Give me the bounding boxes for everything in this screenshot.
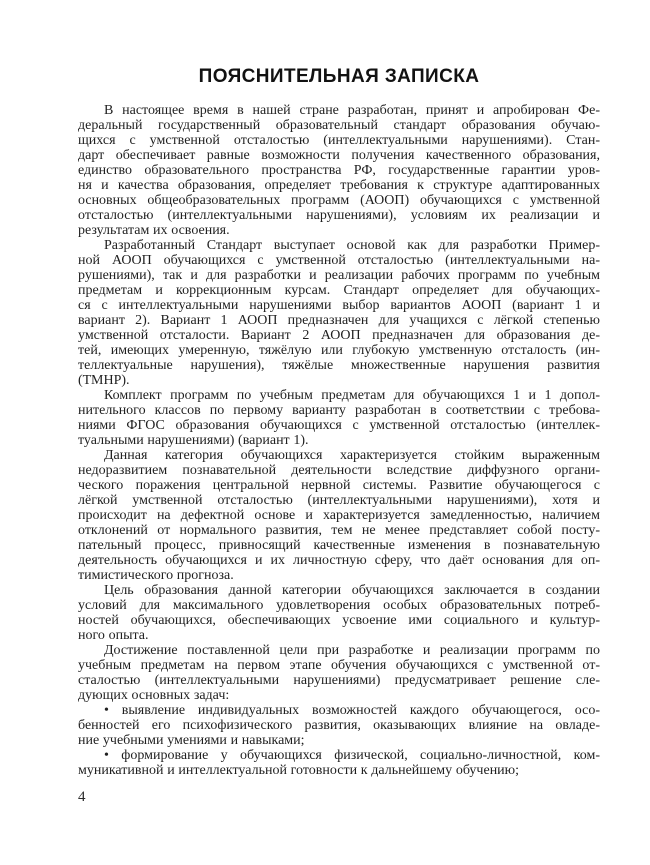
text-line: учебным предметам на первом этапе обучения обучающихся с умственной от- xyxy=(78,658,600,673)
text-line: тей, имеющих умеренную, тяжёлую или глубокую умственную отсталость (ин- xyxy=(78,343,600,358)
text-line: дующих основных задач: xyxy=(78,688,230,703)
text-line: • формирование у обучающихся физической, социально-личностной, ком- xyxy=(104,748,600,763)
bullet-paragraph xyxy=(78,748,600,778)
paragraph xyxy=(78,388,600,448)
text-line: вариант 2). Вариант 1 АООП предназначен для учащихся с лёгкой степенью xyxy=(78,313,600,328)
paragraph xyxy=(78,583,600,643)
text-line: лёгкой умственной отсталостью (интеллектуальными нарушениями), хотя и xyxy=(78,493,600,508)
text-line: Комплект программ по учебным предметам для обучающихся 1 и 1 допол- xyxy=(104,388,600,403)
text-line: ня и качества образования, определяет требования к структуре адаптированных xyxy=(78,178,600,193)
text-line: единство образовательного пространства РФ, государственные гарантии уров- xyxy=(78,163,600,178)
text-line: (ТМНР). xyxy=(78,373,130,388)
text-line: теллектуальные нарушения), тяжёлые множественные нарушения развития xyxy=(78,358,600,373)
paragraph xyxy=(78,448,600,583)
page-number: 4 xyxy=(78,789,86,805)
page-title: ПОЯСНИТЕЛЬНАЯ ЗАПИСКА xyxy=(198,66,480,87)
text-line: Достижение поставленной цели при разработке и реализации программ по xyxy=(104,643,600,658)
text-line: ся с интеллектуальными нарушениями выбор вариантов АООП (вариант 1 и xyxy=(78,298,600,313)
text-line: деральный государственный образовательный стандарт образования обучаю- xyxy=(78,118,600,133)
paragraph xyxy=(78,103,600,238)
text-line: предметам и коррекционным курсам. Стандарт определяет для обучающих- xyxy=(78,283,600,298)
text-line: ной АООП обучающихся с умственной отсталостью (интеллектуальными на- xyxy=(78,253,600,268)
text-line: тимистического прогноза. xyxy=(78,568,234,583)
text-line: деятельность обучающихся и их личностную сферу, что даёт основания для оп- xyxy=(78,553,600,568)
text-line: Разработанный Стандарт выступает основой как для разработки Пример- xyxy=(104,238,600,253)
text-line: Данная категория обучающихся характеризуется стойким выраженным xyxy=(104,448,600,463)
paragraph xyxy=(78,643,600,703)
text-line: В настоящее время в нашей стране разработан, принят и апробирован Фе- xyxy=(104,103,600,118)
text-line: происходит на дефектной основе и характеризуется замедленностью, наличием xyxy=(78,508,600,523)
text-line: ниями ФГОС образования обучающихся с умственной отсталостью (интеллек- xyxy=(78,418,600,433)
text-line: основных общеобразовательных программ (АООП) обучающихся с умственной xyxy=(78,193,600,208)
text-line: условий для максимального удовлетворения особых образовательных потреб- xyxy=(78,598,600,613)
text-line: сталостью (интеллектуальными нарушениями) предусматривает решение сле- xyxy=(78,673,600,688)
text-line: рушениями), так и для разработки и реализации рабочих программ по учебным xyxy=(78,268,600,283)
text-line: ческого поражения центральной нервной системы. Развитие обучающегося с xyxy=(78,478,600,493)
text-line: • выявление индивидуальных возможностей каждого обучающегося, осо- xyxy=(104,703,600,718)
text-block xyxy=(78,64,600,778)
text-line: щихся с умственной отсталостью (интеллектуальными нарушениями). Стан- xyxy=(78,133,600,148)
text-line: туальными нарушениями) (вариант 1). xyxy=(78,433,309,448)
text-line: нительного классов по первому варианту разработан в соответствии с требова- xyxy=(78,403,600,418)
text-line: недоразвитием познавательной деятельности вследствие диффузного органи- xyxy=(78,463,600,478)
text-line: дарт обеспечивает равные возможности получения качественного образования, xyxy=(78,148,600,163)
text-line: ного опыта. xyxy=(78,628,149,643)
text-line: отсталостью (интеллектуальными нарушениями), условиям их реализации и xyxy=(78,208,600,223)
text-line: бенностей его психофизического развития, оказывающих влияние на овладе- xyxy=(78,718,600,733)
text-line: результатам их освоения. xyxy=(78,223,230,238)
text-line: ностей обучающихся, обеспечивающих усвоение ими социального и культур- xyxy=(78,613,600,628)
bullet-paragraph xyxy=(78,703,600,748)
text-line: Цель образования данной категории обучающихся заключается в создании xyxy=(104,583,600,598)
paragraph xyxy=(78,238,600,388)
body-text xyxy=(78,103,600,778)
text-line: отклонений от нормального развития, тем не менее представляет собой посту- xyxy=(78,523,600,538)
text-line: муникативной и интеллектуальной готовности к дальнейшему обучению; xyxy=(78,763,520,778)
text-line: умственной отсталости. Вариант 2 АООП предназначен для образования де- xyxy=(78,328,600,343)
text-line: ние учебными умениями и навыками; xyxy=(78,733,305,748)
text-line: пательный процесс, привносящий качественные изменения в познавательную xyxy=(78,538,600,553)
